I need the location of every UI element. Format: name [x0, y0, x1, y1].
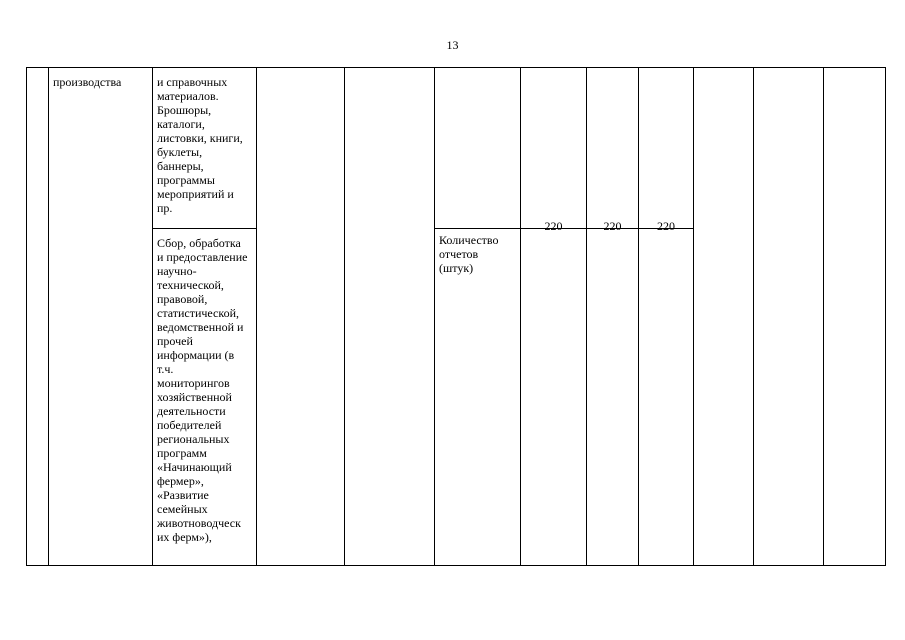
page-number: 13: [446, 38, 459, 52]
empty-cell: [754, 68, 824, 566]
indicator-cell: [435, 68, 521, 229]
value-cell: [521, 68, 587, 229]
value-cell: [521, 219, 587, 566]
description-cell: [153, 68, 257, 229]
empty-cell: [694, 68, 754, 566]
indicator-cell: [435, 229, 521, 566]
value-cell: [639, 68, 694, 229]
table-row: [27, 68, 886, 229]
value-text: 220: [657, 219, 675, 233]
empty-cell: [824, 68, 886, 566]
value-text: 220: [544, 219, 563, 233]
value-text: 220: [603, 219, 622, 233]
value-cell: [639, 219, 694, 566]
empty-cell: [257, 68, 345, 566]
index-cell: [27, 68, 49, 566]
empty-cell: [345, 68, 435, 566]
description-cell: [153, 229, 257, 566]
value-cell: [587, 68, 639, 229]
indicator-text: Количество отчетов (штук): [439, 233, 499, 275]
measures-table: [26, 67, 886, 566]
description-text: Сбор, обработка и предоставление научно- технической, правовой, статистической, ведомственной и прочей информации (в т.ч. мониторингов хозяйственной деятельности победителей региональных программ «Начинающий фермер», «Развитие семейных животноводческ их ферм»),: [157, 236, 248, 544]
activity-area-text: производства: [53, 75, 122, 89]
description-text: и справочных материалов. Брошюры, каталоги, листовки, книги, буклеты, баннеры, программы мероприятий и пр.: [157, 75, 243, 215]
value-cell: [587, 219, 639, 566]
activity-area-cell: [49, 68, 153, 566]
